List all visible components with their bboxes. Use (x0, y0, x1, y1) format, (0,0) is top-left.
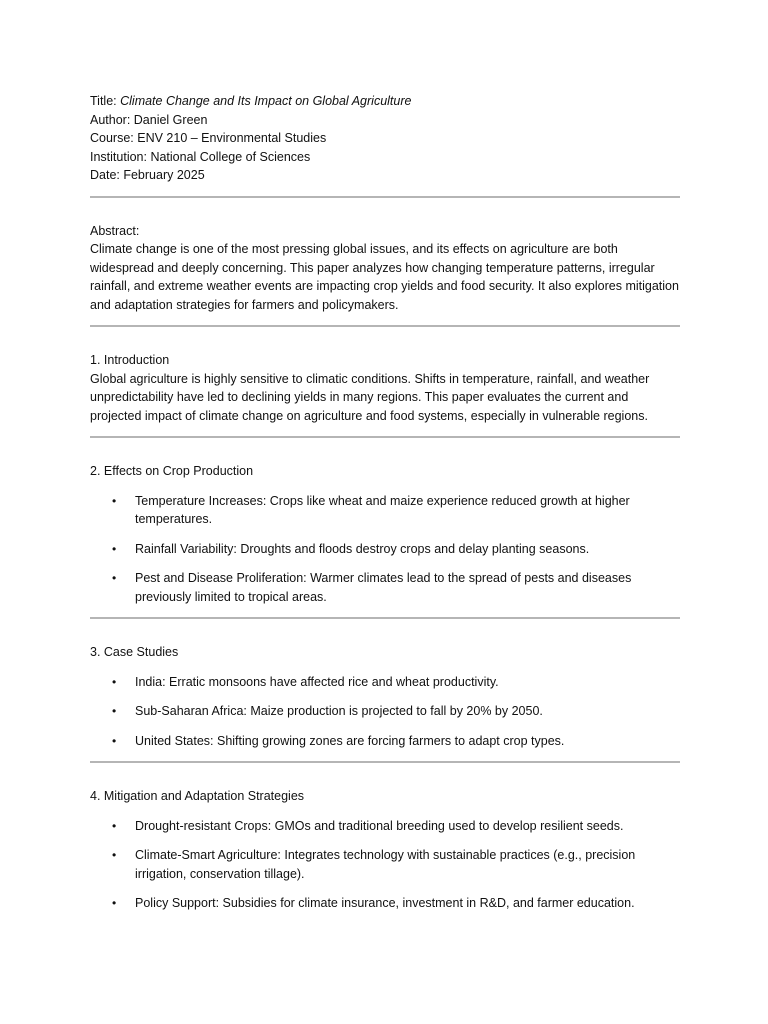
list-item-text: Sub-Saharan Africa: Maize production is projected to fall by 20% by 2050. (135, 704, 543, 718)
list-item-text: Rainfall Variability: Droughts and floods destroy crops and delay planting seasons. (135, 541, 590, 556)
abstract-heading: Abstract: (90, 223, 140, 238)
paper-title: Climate Change and Its Impact on Global Agriculture (120, 94, 412, 108)
list-item-text: Climate-Smart Agriculture: Integrates technology with sustainable practices (e.g., precision irrigation, conservation tillage). (135, 848, 636, 881)
list-item (90, 817, 680, 836)
strategies-heading: 4. Mitigation and Adaptation Strategies (90, 789, 305, 803)
section-divider (90, 761, 680, 763)
list-item (90, 846, 680, 883)
date-line: Date: February 2025 (90, 168, 205, 182)
bullet-icon: • (112, 674, 117, 689)
document-page (90, 92, 680, 913)
list-item (90, 732, 680, 751)
bullet-icon: • (112, 571, 117, 585)
effects-heading: 2. Effects on Crop Production (90, 464, 254, 478)
list-item-text: Drought-resistant Crops: GMOs and traditional breeding used to develop resilient seeds. (135, 818, 624, 833)
abstract-section (90, 222, 680, 315)
section-divider (90, 436, 680, 438)
list-item-text: Pest and Disease Proliferation: Warmer climates lead to the spread of pests and diseases previously limited to tropical areas. (135, 571, 632, 604)
strategies-section (90, 787, 680, 913)
institution-line: Institution: National College of Sciences (90, 149, 311, 164)
document-header (90, 92, 680, 185)
list-item (90, 569, 680, 606)
case-studies-list (90, 673, 680, 751)
bullet-icon: • (112, 848, 117, 862)
list-item (90, 492, 680, 529)
effects-list (90, 492, 680, 607)
title-line (90, 92, 680, 111)
abstract-body: Climate change is one of the most pressing global issues, and its effects on agriculture are both widespread and deeply concerning. This paper analyzes how changing temperature patterns, irregular rainfall, and extreme weather events are impacting crop yields and food security. It also explores mitigation and adaptation strategies for farmers and policymakers. (90, 242, 679, 312)
bullet-icon: • (112, 733, 117, 748)
introduction-section (90, 351, 680, 425)
section-divider (90, 617, 680, 619)
course-line: Course: ENV 210 – Environmental Studies (90, 131, 327, 145)
list-item-text: Temperature Increases: Crops like wheat and maize experience reduced growth at higher temperatures. (135, 493, 630, 526)
list-item (90, 894, 680, 913)
list-item-text: India: Erratic monsoons have affected rice and wheat productivity. (135, 674, 499, 689)
list-item (90, 702, 680, 721)
list-item (90, 540, 680, 559)
case-studies-section (90, 643, 680, 750)
bullet-icon: • (112, 818, 117, 833)
effects-section (90, 462, 680, 606)
list-item-text: Policy Support: Subsidies for climate insurance, investment in R&D, and farmer education. (135, 896, 635, 910)
bullet-icon: • (112, 493, 117, 508)
title-label: Title: (90, 94, 121, 108)
section-divider (90, 196, 680, 198)
bullet-icon: • (112, 896, 117, 910)
case-studies-heading: 3. Case Studies (90, 645, 179, 659)
bullet-icon: • (112, 704, 117, 718)
author-line: Author: Daniel Green (90, 112, 208, 127)
list-item (90, 673, 680, 692)
introduction-body: Global agriculture is highly sensitive to climatic conditions. Shifts in temperature, rainfall, and weather unpredictability have led to declining yields in many regions. This paper evaluates the current and projected impact of climate change on agriculture and food systems, especially in vulnerable regions. (90, 371, 650, 423)
introduction-heading: 1. Introduction (90, 353, 170, 367)
list-item-text: United States: Shifting growing zones are forcing farmers to adapt crop types. (135, 733, 565, 748)
bullet-icon: • (112, 541, 117, 556)
strategies-list (90, 817, 680, 913)
section-divider (90, 325, 680, 327)
